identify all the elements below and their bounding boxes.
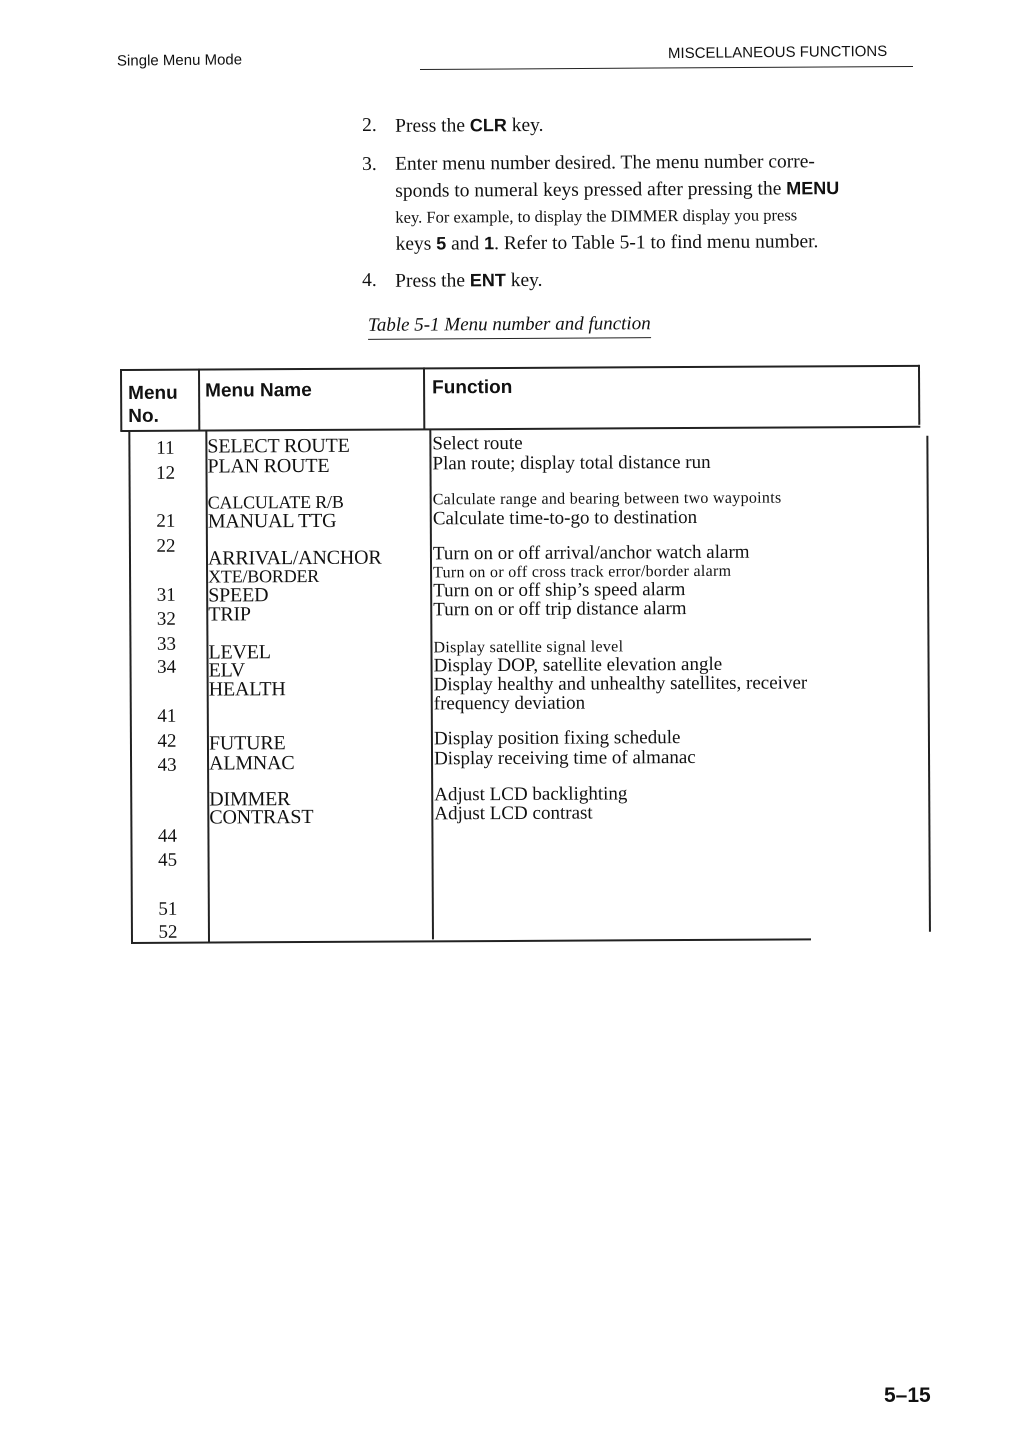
- table-right-border-upper: [918, 365, 920, 425]
- function-text: Turn on or off ship’s speed alarm: [433, 579, 686, 602]
- function-text: Display receiving time of almanac: [433, 746, 696, 770]
- step-text-pre: Press the: [395, 270, 470, 292]
- menu-name: ALMNAC: [209, 752, 295, 775]
- step-3-line-3: key. For example, to display the DIMMER display you press: [395, 205, 798, 227]
- key-menu: MENU: [786, 178, 840, 199]
- running-header-right: MISCELLANEOUS FUNCTIONS: [667, 42, 888, 63]
- function-text: Display position fixing schedule: [433, 727, 681, 750]
- function-text: Calculate time-to-go to destination: [432, 506, 698, 530]
- menu-number: 43: [157, 754, 177, 776]
- header-menu: Menu: [128, 382, 178, 404]
- menu-name: TRIP: [208, 603, 251, 626]
- step-text-post: key.: [505, 269, 543, 292]
- function-text: Plan route; display total distance run: [432, 451, 711, 475]
- page-number: 5–15: [884, 1384, 931, 1407]
- function-text: Display healthy and unhealthy satellites, receiver: [433, 672, 808, 696]
- menu-number: 11: [156, 437, 175, 459]
- table-bottom-border: [131, 938, 811, 943]
- function-text: Adjust LCD backlighting: [434, 783, 628, 806]
- menu-number: 44: [157, 825, 177, 847]
- menu-name: SELECT ROUTE: [207, 434, 350, 458]
- menu-number: 52: [158, 921, 178, 943]
- function-text: Turn on or off cross track error/border alarm: [433, 562, 732, 582]
- key-5: 5: [436, 233, 447, 254]
- step-text-post: key.: [506, 114, 544, 137]
- menu-name: XTE/BORDER: [208, 565, 320, 587]
- key-clr: CLR: [469, 115, 507, 136]
- function-text: frequency deviation: [433, 692, 586, 715]
- function-text: Calculate range and bearing between two waypoints: [432, 489, 782, 509]
- key-1: 1: [484, 233, 495, 254]
- table-left-border-upper: [120, 369, 122, 431]
- menu-name: MANUAL TTG: [207, 509, 337, 533]
- menu-name: FUTURE: [208, 732, 286, 755]
- menu-name: PLAN ROUTE: [207, 454, 330, 478]
- function-text: Select route: [432, 432, 523, 455]
- step-3-line-2-text: sponds to numeral keys pressed after pressing the: [395, 178, 787, 202]
- header-menu-name: Menu Name: [205, 379, 312, 402]
- function-text: Turn on or off arrival/anchor watch alarm: [432, 541, 750, 565]
- menu-name: DIMMER: [209, 788, 291, 811]
- running-header-left: Single Menu Mode: [116, 51, 243, 70]
- menu-number: 34: [157, 656, 177, 678]
- header-divider: [120, 426, 920, 432]
- table-caption: Table 5-1 Menu number and function: [368, 313, 651, 340]
- table-left-border: [128, 431, 133, 942]
- step-number: 4.: [362, 269, 377, 291]
- menu-number: 42: [157, 730, 177, 752]
- key-ent: ENT: [469, 270, 506, 291]
- menu-number: 22: [156, 535, 176, 557]
- menu-number: 41: [157, 705, 177, 727]
- step-3-line-4-mid: and: [446, 233, 485, 255]
- menu-number: 12: [155, 462, 176, 484]
- menu-name: LEVEL: [208, 641, 271, 664]
- header-function: Function: [432, 376, 513, 399]
- step-3-line-1: Enter menu number desired. The menu number corre-: [395, 151, 815, 175]
- function-text: Display DOP, satellite elevation angle: [433, 653, 723, 677]
- menu-name: ARRIVAL/ANCHOR: [207, 546, 382, 570]
- step-3-line-4-post: . Refer to Table 5-1 to find menu number.: [494, 231, 819, 255]
- menu-name: CALCULATE R/B: [207, 491, 344, 513]
- step-number: 2.: [362, 114, 377, 136]
- header-no: No.: [128, 405, 159, 427]
- col-divider-2-upper: [423, 367, 425, 429]
- menu-number: 51: [158, 898, 178, 920]
- menu-number: 32: [156, 608, 176, 630]
- function-text: Turn on or off trip distance alarm: [433, 598, 687, 621]
- table-top-border: [120, 365, 919, 371]
- step-3-line-4-pre: keys: [395, 233, 437, 255]
- col-divider-1-upper: [198, 369, 200, 431]
- menu-name: HEALTH: [208, 678, 286, 701]
- function-text: Display satellite signal level: [433, 638, 624, 657]
- menu-name: CONTRAST: [209, 805, 314, 829]
- function-text: Adjust LCD contrast: [434, 802, 593, 825]
- menu-name: SPEED: [208, 584, 269, 607]
- menu-name: ELV: [208, 659, 246, 682]
- step-number: 3.: [362, 153, 377, 175]
- menu-number: 45: [158, 849, 178, 871]
- menu-number: 31: [156, 584, 176, 606]
- menu-number: 33: [156, 633, 176, 655]
- table-right-border: [926, 436, 930, 932]
- menu-number: 21: [156, 510, 176, 532]
- step-text-pre: Press the: [395, 115, 470, 137]
